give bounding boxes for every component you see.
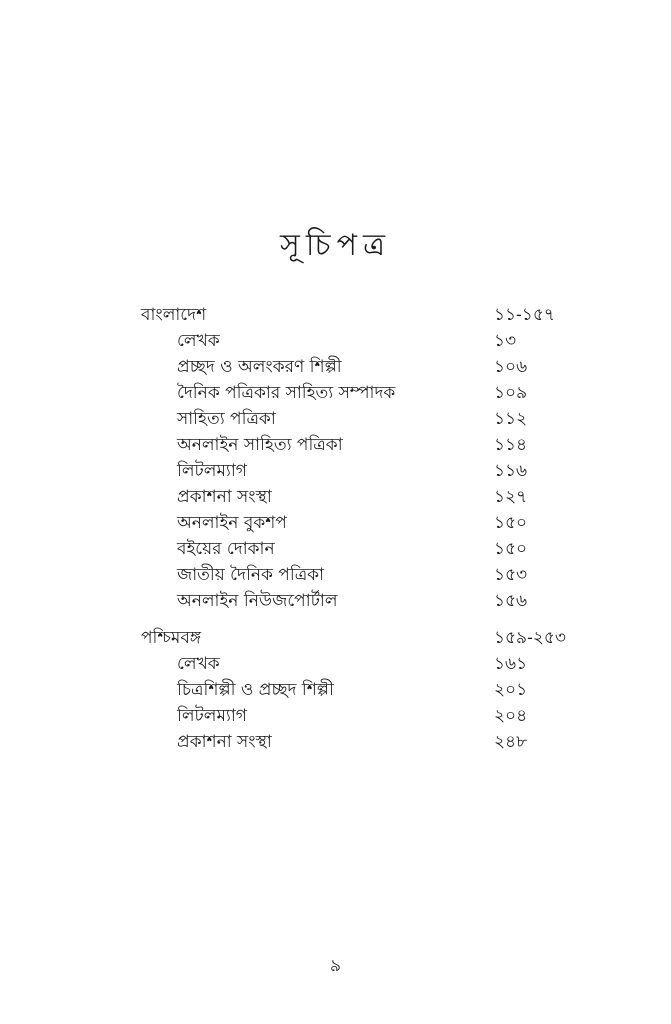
toc-section-page-range: ১৫৯-২৫৩ xyxy=(494,628,566,648)
toc-entry-label: প্রকাশনা সংস্থা xyxy=(177,732,272,752)
toc-entry-page: ১১৪ xyxy=(494,435,528,455)
toc-entry xyxy=(141,677,571,703)
table-of-contents xyxy=(141,302,571,755)
toc-entry-label: অনলাইন বুকশপ xyxy=(177,513,287,533)
toc-entry-label: চিত্রশিল্পী ও প্রচ্ছদ শিল্পী xyxy=(177,680,334,700)
toc-entry-page: ১৫৩ xyxy=(494,565,528,585)
toc-entry-label: সাহিত্য পত্রিকা xyxy=(177,409,276,429)
toc-entry-label: লিটলম্যাগ xyxy=(177,706,247,726)
toc-entry xyxy=(141,510,571,536)
toc-entry-label: লেখক xyxy=(177,331,220,351)
toc-entry xyxy=(141,651,571,677)
toc-entry-label: দৈনিক পত্রিকার সাহিত্য সম্পাদক xyxy=(177,383,396,403)
toc-entry-page: ১১৬ xyxy=(494,461,528,481)
toc-entry-label: লেখক xyxy=(177,654,220,674)
toc-entry-page: ২৪৮ xyxy=(494,732,528,752)
toc-entry xyxy=(141,432,571,458)
toc-entry-page: ১৩ xyxy=(494,331,517,351)
toc-entry-label: বইয়ের দোকান xyxy=(177,539,275,559)
toc-entry-label: প্রচ্ছদ ও অলংকরণ শিল্পী xyxy=(177,357,342,377)
toc-entry-page: ২০১ xyxy=(494,680,528,700)
toc-entry xyxy=(141,562,571,588)
toc-entry xyxy=(141,484,571,510)
toc-section-heading-row xyxy=(141,302,571,328)
toc-section-bangladesh xyxy=(141,302,571,614)
toc-entry xyxy=(141,458,571,484)
toc-entry-label: অনলাইন সাহিত্য পত্রিকা xyxy=(177,435,343,455)
toc-entry xyxy=(141,406,571,432)
toc-entry-page: ১৫০ xyxy=(494,539,528,559)
toc-entry-page: ১০৯ xyxy=(494,383,528,403)
toc-section-heading: পশ্চিমবঙ্গ xyxy=(141,628,202,648)
page-title: সূচিপত্র xyxy=(280,228,391,263)
toc-entry-page: ১১২ xyxy=(494,409,528,429)
toc-section-heading-row xyxy=(141,625,571,651)
toc-entry xyxy=(141,536,571,562)
toc-entry-label: প্রকাশনা সংস্থা xyxy=(177,487,272,507)
page-number: ৯ xyxy=(329,956,342,976)
toc-entry xyxy=(141,588,571,614)
toc-entry xyxy=(141,380,571,406)
toc-entry-page: ২০৪ xyxy=(494,706,528,726)
toc-entry-page: ১০৬ xyxy=(494,357,528,377)
toc-entry xyxy=(141,328,571,354)
toc-section-page-range: ১১-১৫৭ xyxy=(494,305,555,325)
toc-entry-page: ১২৭ xyxy=(494,487,528,507)
toc-section-paschimbanga xyxy=(141,625,571,755)
toc-entry-page: ১৫০ xyxy=(494,513,528,533)
toc-entry-page: ১৬১ xyxy=(494,654,528,674)
toc-entry-label: জাতীয় দৈনিক পত্রিকা xyxy=(177,565,325,585)
toc-entry xyxy=(141,729,571,755)
toc-entry-page: ১৫৬ xyxy=(494,591,528,611)
toc-entry-label: অনলাইন নিউজপোর্টাল xyxy=(177,591,338,611)
toc-entry xyxy=(141,354,571,380)
toc-entry xyxy=(141,703,571,729)
toc-entry-label: লিটলম্যাগ xyxy=(177,461,247,481)
toc-section-heading: বাংলাদেশ xyxy=(141,305,207,325)
